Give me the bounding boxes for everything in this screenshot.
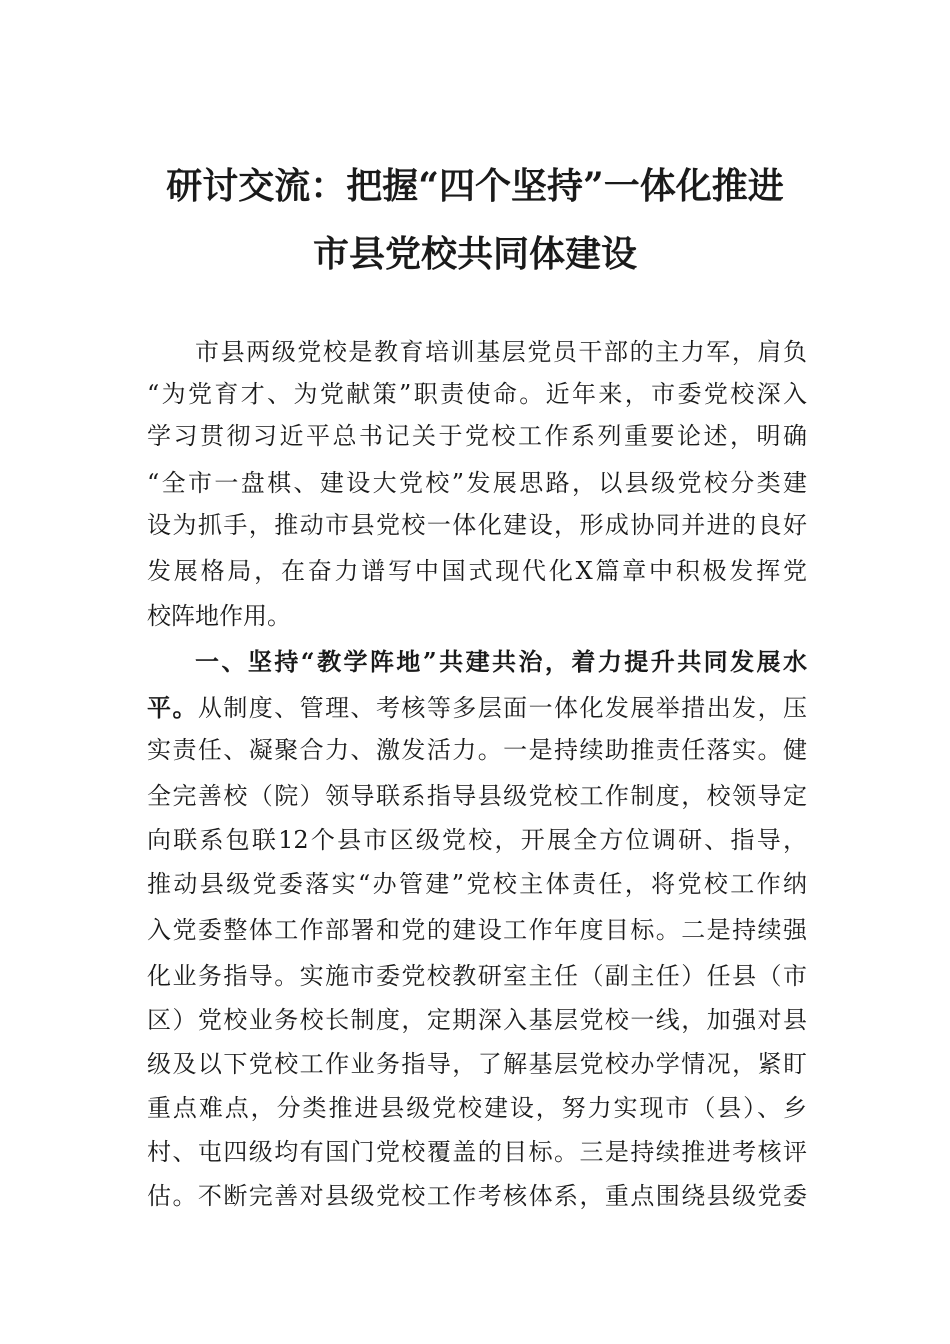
document-title-line-1: 研讨交流：把握“四个坚持”一体化推进 <box>166 165 784 207</box>
paragraph-1-line-3: 学习贯彻习近平总书记关于党校工作系列重要论述，明确 <box>147 422 807 450</box>
paragraph-2-line-10: 级及以下党校工作业务指导，了解基层党校办学情况，紧盯 <box>147 1050 807 1078</box>
paragraph-2-line-11: 重点难点，分类推进县级党校建设，努力实现市（县）、乡 <box>147 1094 807 1122</box>
paragraph-2-line-13: 估。不断完善对县级党校工作考核体系，重点围绕县级党委 <box>147 1182 807 1210</box>
paragraph-2-line-5: 向联系包联12个县市区级党校，开展全方位调研、指导， <box>147 826 807 854</box>
paragraph-2-line-7: 入党委整体工作部署和党的建设工作年度目标。二是持续强 <box>147 916 807 944</box>
paragraph-1-line-4: “全市一盘棋、建设大党校”发展思路，以县级党校分类建 <box>147 469 807 497</box>
paragraph-1-line-5: 设为抓手，推动市县党校一体化建设，形成协同并进的良好 <box>147 511 807 539</box>
paragraph-1-line-2: “为党育才、为党献策”职责使命。近年来，市委党校深入 <box>147 380 807 408</box>
paragraph-2-line-8: 化业务指导。实施市委党校教研室主任（副主任）任县（市 <box>147 962 807 990</box>
paragraph-2-line-2-text: 从制度、管理、考核等多层面一体化发展举措出发，压 <box>197 694 808 722</box>
section-1-heading-end: 平。 <box>147 693 198 722</box>
paragraph-2-line-12: 村、屯四级均有国门党校覆盖的目标。三是持续推进考核评 <box>147 1138 807 1166</box>
paragraph-2-line-4: 全完善校（院）领导联系指导县级党校工作制度，校领导定 <box>147 782 807 810</box>
section-1-heading: 一、坚持“教学阵地”共建共治，着力提升共同发展水 <box>195 647 807 676</box>
paragraph-1-line-6: 发展格局，在奋力谱写中国式现代化X篇章中积极发挥党 <box>147 557 807 585</box>
paragraph-2-line-3: 实责任、凝聚合力、激发活力。一是持续助推责任落实。健 <box>147 736 807 764</box>
paragraph-2-line-9: 区）党校业务校长制度，定期深入基层党校一线，加强对县 <box>147 1006 807 1034</box>
document-title-line-2: 市县党校共同体建设 <box>312 233 637 275</box>
paragraph-2-line-2 <box>147 688 807 728</box>
paragraph-1-line-7: 校阵地作用。 <box>147 602 291 630</box>
paragraph-2-line-6: 推动县级党委落实“办管建”党校主体责任，将党校工作纳 <box>147 870 807 898</box>
paragraph-1-line-1: 市县两级党校是教育培训基层党员干部的主力军，肩负 <box>195 338 807 366</box>
